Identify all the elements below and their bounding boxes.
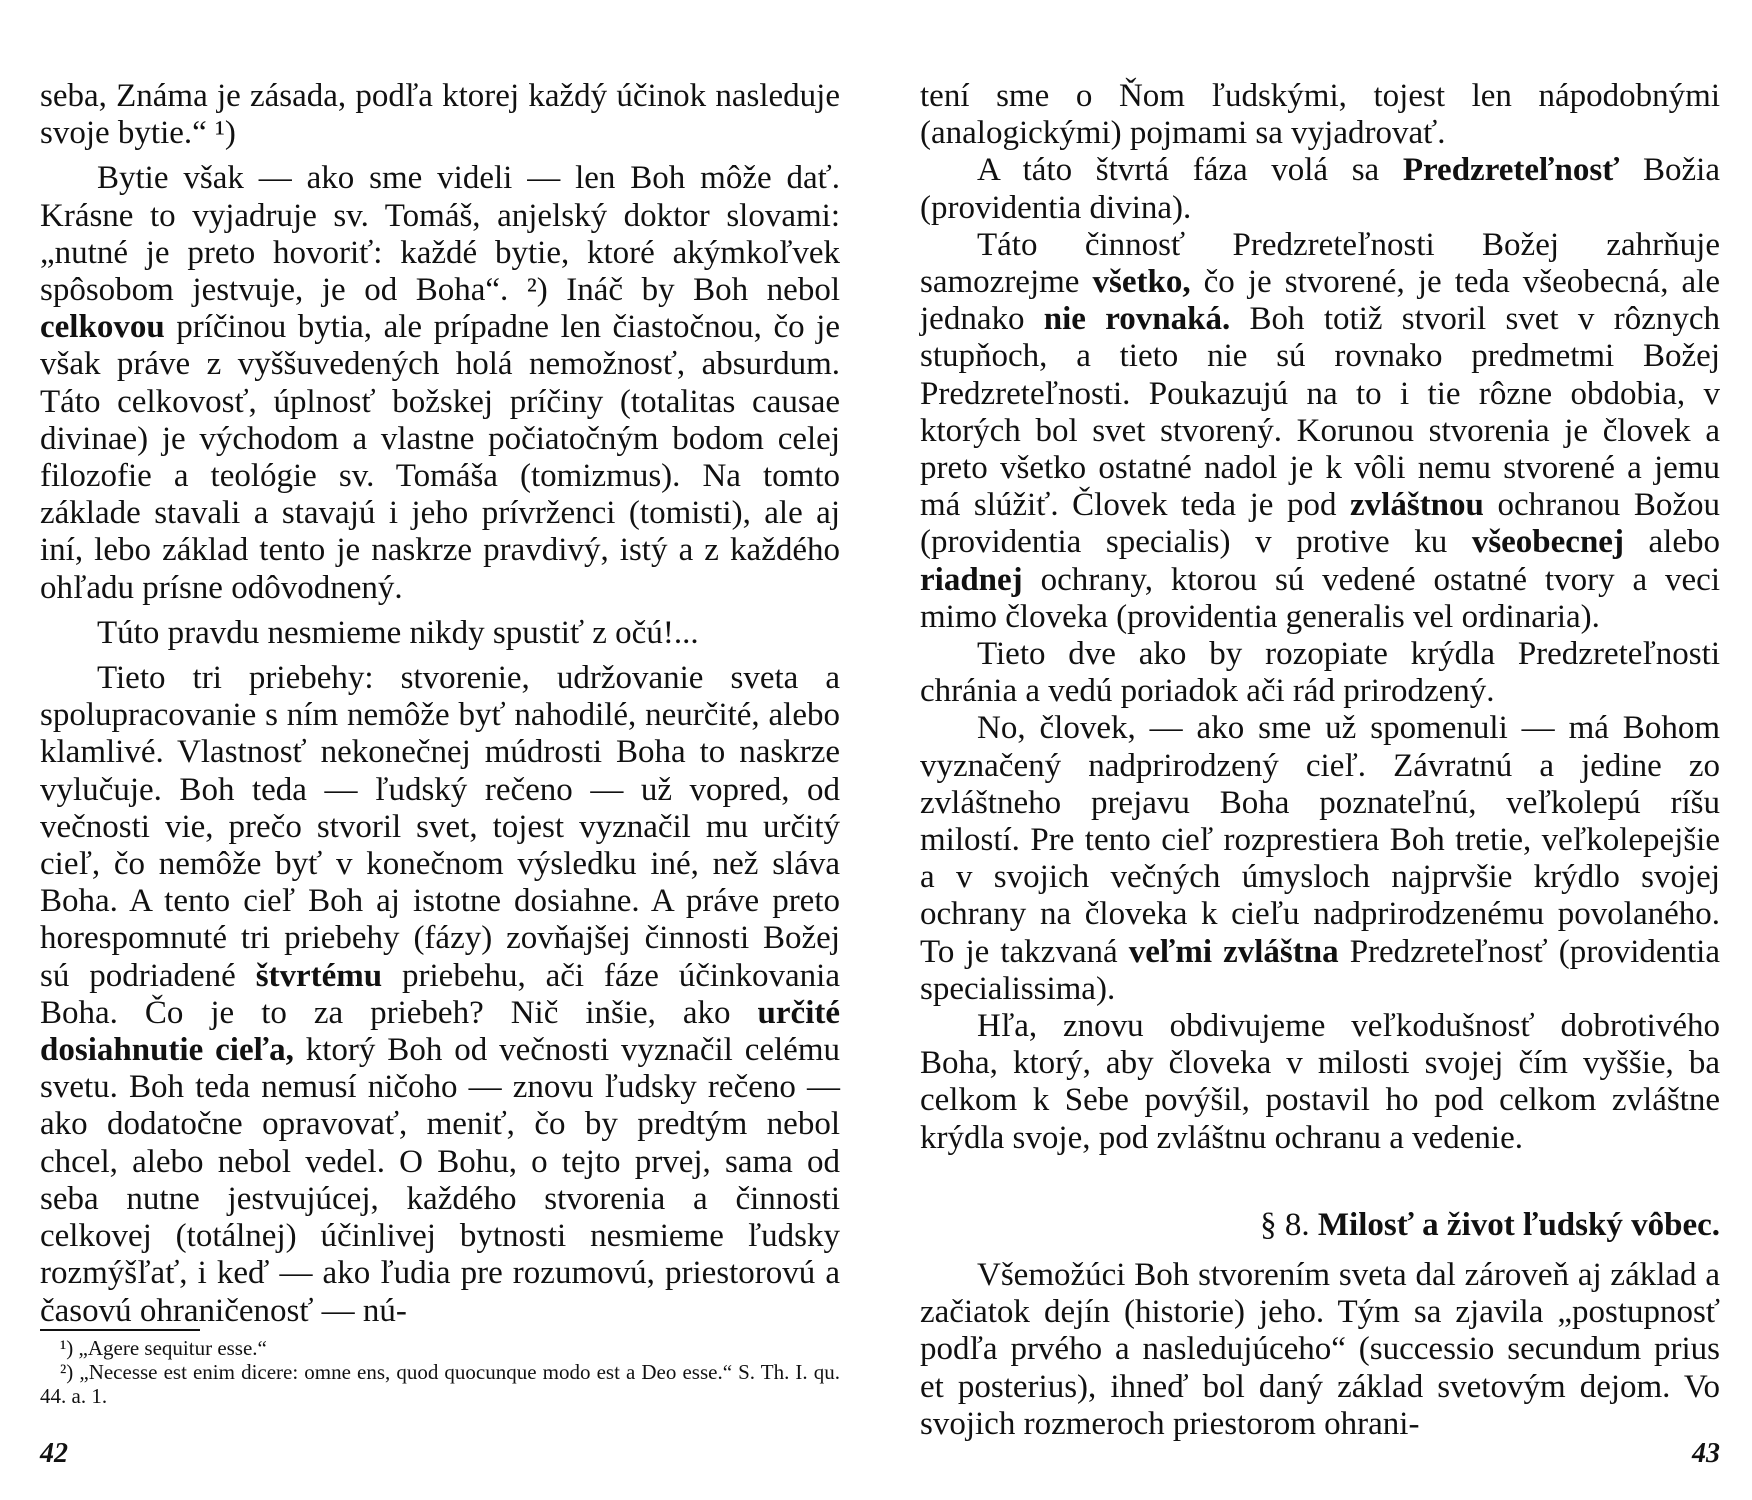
page-number: 43 [1692,1438,1720,1469]
paragraph [920,152,1720,226]
bold-text: všetko, [1092,264,1191,301]
text: Boh totiž stvoril svet v rôznych stupňoch, a tieto nie sú rovnako predmetmi Božej Predzreteľnosti. Poukazujú na to i tie rôzne obdobia, v ktorých bol svet stvorený. Korunou stvorenia je človek a preto všetko ostatné nadol je k vôli nemu stvorené a jemu má slúžiť. Človek teda je pod [920,301,1720,524]
text: Tieto dve ako by rozopiate krýdla Predzreteľnosti chránia a vedú poriadok ači rád prirodzený. [920,636,1720,710]
text: Túto pravdu nesmieme nikdy spustiť z očú!... [97,614,699,651]
bold-text: nie rovnaká. [1043,301,1231,338]
bold-text: štvrtému [255,957,383,994]
text: Hľa, znovu obdivujeme veľkodušnosť dobrotivého Boha, ktorý, aby človeka v milosti svojej čím vyššie, ba celkom k Sebe povýšil, postavil ho pod celkom zvláštne krýdla svoje, pod zvláštnu ochranu a vedenie. [920,1008,1720,1156]
text: príčinou bytia, ale prípadne len čiastočnou, čo je však práve z vyššuvedených holá nemožnosť, absurdum. Táto celkovosť, úplnosť božskej príčiny (totalitas causae divinae) je východom a vlastne počiatočným bodom celej filozofie a teológie sv. Tomáša (tomizmus). Na tomto základe stavali a stavajú i jeho prívrženci (tomisti), ale aj iní, lebo základ tento je naskrze pravdivý, istý a z každého ohľadu prísne odôvodnený. [40,309,840,606]
text: No, človek, — ako sme už spomenuli — má Bohom vyznačený nadprirodzený cieľ. Závratnú a jedine zo zvláštneho prejavu Boha poznateľnú, veľkolepú ríšu milostí. Pre tento cieľ rozprestiera Boh tretie, veľkolepejšie a v svojich večných úmysloch najprvšie krýdlo svojej ochrany na človeka k cieľu nadprirodzenému povolaného. To je takzvaná [920,710,1720,970]
text: seba, Známa je zásada, podľa ktorej každý účinok nasleduje svoje bytie.“ ¹) [40,78,840,152]
paragraph [40,160,840,606]
paragraph [40,660,840,1330]
bold-text: určité dosiahnutie cieľa, [40,994,840,1069]
text: A táto štvrtá fáza volá sa [977,152,1403,189]
paragraph [920,636,1720,710]
page-number: 42 [40,1438,68,1469]
section-heading [920,1205,1720,1245]
paragraph [40,615,840,652]
bold-text: veľmi zvláštna [1128,933,1339,970]
bold-text: všeobecnej [1471,524,1624,561]
text: priebehu, ači fáze účinkovania Boha. Čo je to za priebeh? Nič inšie, ako [40,957,840,1031]
footnote-rule [40,1329,200,1331]
left-text-column [40,78,840,1330]
paragraph [920,710,1720,1008]
text: alebo [1623,524,1721,561]
paragraph [920,1257,1720,1443]
paragraph [920,78,1720,152]
bold-text: riadnej [920,561,1023,598]
text: Božia (providentia divina). [920,152,1720,226]
text: ktorý Boh od večnosti vyznačil celému svetu. Boh teda nemusí ničoho — znovu ľudsky rečeno — ako dodatočne opravovať, meniť, čo by predtým nebol chcel, alebo nebol vedel. O Bohu, o tejto prvej, sama od seba nutne jestvujúcej, každého stvorenia a činnosti celkovej (totálnej) účinlivej bytnosti nesmieme ľudsky rozmýšľať, i keď — ako ľudia pre rozumovú, priestorovú a časovú ohraničenosť — nú- [40,1032,840,1329]
text: čo je stvorené, je teda všeobecná, ale jednako [920,264,1720,338]
left-page [40,0,840,1500]
paragraph [40,78,840,152]
text: Tieto tri priebehy: stvorenie, udržovanie sveta a spolupracovanie s ním nemôže byť nahodilé, neurčité, alebo klamlivé. Vlastnosť nekonečnej múdrosti Boha to naskrze vylučuje. Boh teda — ľudský rečeno — už vopred, od večnosti vie, prečo stvoril svet, tojest vyznačil mu určitý cieľ, čo nemôže byť v konečnom výsledku iné, než sláva Boha. A tento cieľ Boh aj istotne dosiahne. A práve preto horespomnuté tri priebehy (fázy) zovňajšej činnosti Božej sú podriadené [40,660,840,994]
bold-text: celkovou [40,309,165,346]
text: Predzreteľnosť (providentia specialissima). [920,933,1720,1007]
text: tení sme o Ňom ľudskými, tojest len nápodobnými (analogickými) pojmami sa vyjadrovať. [920,78,1720,152]
text: Bytie však — ako sme videli — len Boh môže dať. Krásne to vyjadruje sv. Tomáš, anjelský doktor slovami: „nutné je preto hovoriť: každé bytie, ktoré akýmkoľvek spôsobom jestvuje, je od Boha“. ²) Ináč by Boh nebol [40,160,840,309]
text: ochrany, ktorou sú vedené ostatné tvory a veci mimo človeka (providentia generalis vel ordinaria). [920,561,1720,635]
bold-text: Predzreteľnosť [1402,152,1620,189]
paragraph [920,227,1720,636]
right-page [920,0,1720,1500]
footnote-2: ²) „Necesse est enim dicere: omne ens, quod quocunque modo est a Deo esse.“ S. Th. I. qu. 44. a. 1. [40,1360,840,1408]
text: Všemožúci Boh stvorením sveta dal zároveň aj základ a začiatok dejín (historie) jeho. Tým sa zjavila „postupnosť podľa prvého a nasledujúceho“ (successio secundum prius et posterius), ihneď bol daný základ svetovým dejom. Vo svojich rozmeroch priestorom ohrani- [920,1256,1720,1442]
section-title: Milosť a život ľudský vôbec. [1317,1206,1720,1243]
right-text-column [920,78,1720,1443]
bold-text: zvláštnou [1350,487,1484,524]
footnotes [40,1336,840,1408]
paragraph [920,1008,1720,1157]
text: Táto činnosť Predzreteľnosti Božej zahrňuje samozrejme [920,226,1720,301]
footnote-1: ¹) „Agere sequitur esse.“ [60,1336,267,1360]
text: ochranou Božou (providentia specialis) v protive ku [920,487,1720,561]
section-number: § 8. [1260,1206,1318,1243]
